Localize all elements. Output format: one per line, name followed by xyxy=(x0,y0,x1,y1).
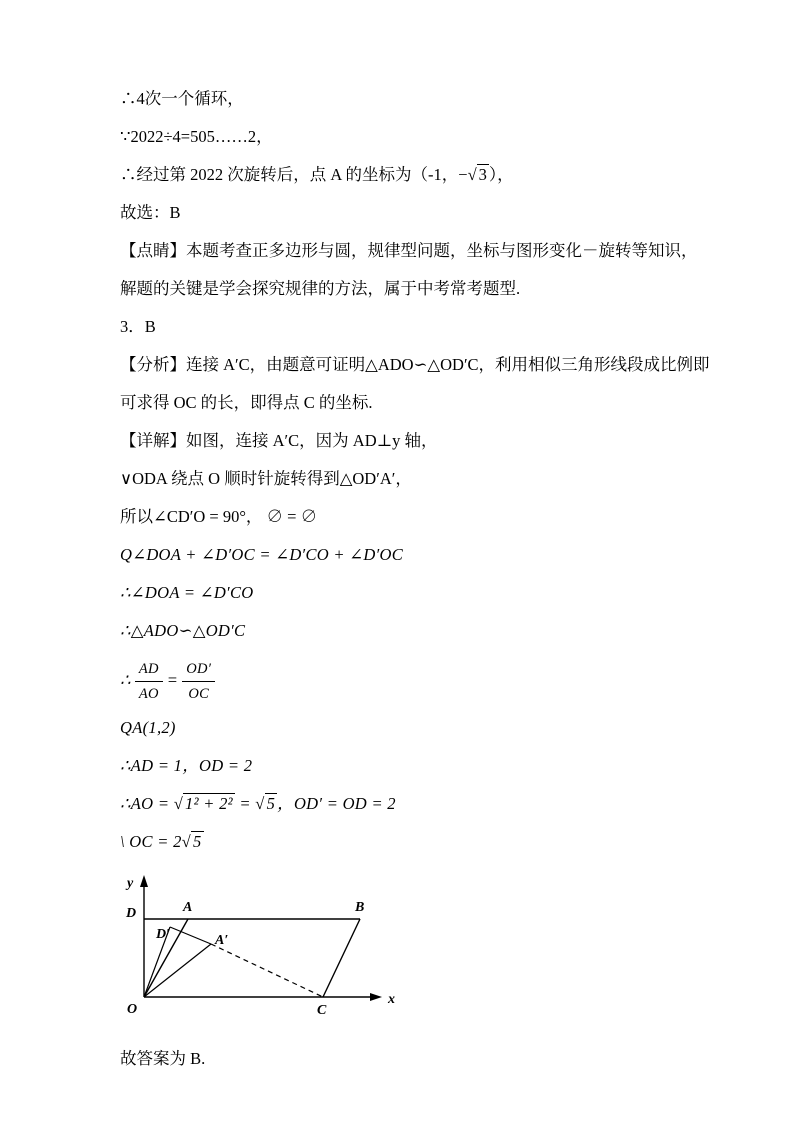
text-line-division: ∵2022÷4=505……2， xyxy=(120,127,273,146)
segment-BC xyxy=(323,919,360,997)
figure-label-D: D xyxy=(126,906,137,921)
fraction-equals: = xyxy=(166,670,179,690)
equation-angle-equal: ∴∠DOA = ∠D′CO xyxy=(120,583,254,602)
text-line-therefore-cycle: ∴4次一个循环， xyxy=(120,89,244,108)
text-line-comment-2: 解题的关键是学会探究规律的方法，属于中考常考题型. xyxy=(120,279,521,298)
figure-label-C: C xyxy=(317,1003,327,1018)
sqrt-5: √ 5 xyxy=(255,794,276,813)
text-line-answer-choice: 故选：B xyxy=(120,203,181,222)
sqrt-5-oc: √ 5 xyxy=(181,832,202,851)
text-line-final-answer: 故答案为 B. xyxy=(120,1049,206,1068)
equation-ao-sqrt: ∴AO = √ 1² + 2² = √ 5 ，OD′ = OD = 2 xyxy=(120,794,396,813)
text-line-detail-intro: 【详解】如图，连接 A′C，因为 AD⊥y 轴， xyxy=(120,431,438,450)
fraction-left: $\frac{AD}{AO}$ xyxy=(135,658,163,705)
figure-label-A-prime: A′ xyxy=(215,933,229,948)
segment-Aprime-C-dashed xyxy=(211,944,323,997)
coordinate-pre: ∴经过第 2022 次旋转后，点 A 的坐标为（-1，− xyxy=(120,165,468,184)
figure-label-x: x xyxy=(388,992,395,1007)
y-axis-arrow xyxy=(140,875,148,887)
segment-Dprime-Aprime xyxy=(170,927,211,944)
equation-point-a: QA(1,2) xyxy=(120,718,176,737)
x-axis-arrow xyxy=(370,993,382,1001)
equation-fraction xyxy=(120,658,764,705)
figure-label-A: A xyxy=(183,900,193,915)
text-line-coordinate-result xyxy=(120,164,764,186)
figure-label-O: O xyxy=(127,1002,138,1017)
text-line-rotation: ∨ODA 绕点 O 顺时针旋转得到△OD′A′， xyxy=(120,469,412,488)
text-line-analysis-1: 【分析】连接 A′C，由题意可证明△ADO∽△OD′C，利用相似三角形线段成比例即 xyxy=(120,355,710,374)
sqrt-1sq-2sq: √ 1² + 2² xyxy=(173,794,233,813)
fraction-lead: ∴ xyxy=(120,670,131,690)
text-line-analysis-2: 可求得 OC 的长，即得点 C 的坐标. xyxy=(120,393,373,412)
figure-label-D-prime: D′ xyxy=(156,927,171,942)
equation-ad-od: ∴AD = 1，OD = 2 xyxy=(120,756,253,775)
figure-label-y: y xyxy=(127,876,134,891)
coordinate-plane-diagram xyxy=(114,869,444,1029)
sqrt-3: √ 3 xyxy=(467,165,487,184)
geometry-figure xyxy=(114,869,764,1034)
equation-similar-triangles: ∴△ADO∽△OD′C xyxy=(120,621,246,640)
coordinate-post: ）， xyxy=(488,165,514,184)
figure-label-B: B xyxy=(355,900,365,915)
equation-oc-result: \ OC = 2√ 5 xyxy=(120,832,202,851)
text-line-angle-90: 所以∠CD′O = 90°， ∅ = ∅ xyxy=(120,507,318,526)
fraction-right: $\frac{OD'}{OC}$ xyxy=(182,658,215,705)
equation-angle-sum: Q∠DOA + ∠D′OC = ∠D′CO + ∠D′OC xyxy=(120,545,404,564)
text-line-problem-number: 3．B xyxy=(120,317,156,336)
text-line-comment-1: 【点睛】本题考查正多边形与圆，规律型问题，坐标与图形变化－旋转等知识， xyxy=(120,241,698,260)
